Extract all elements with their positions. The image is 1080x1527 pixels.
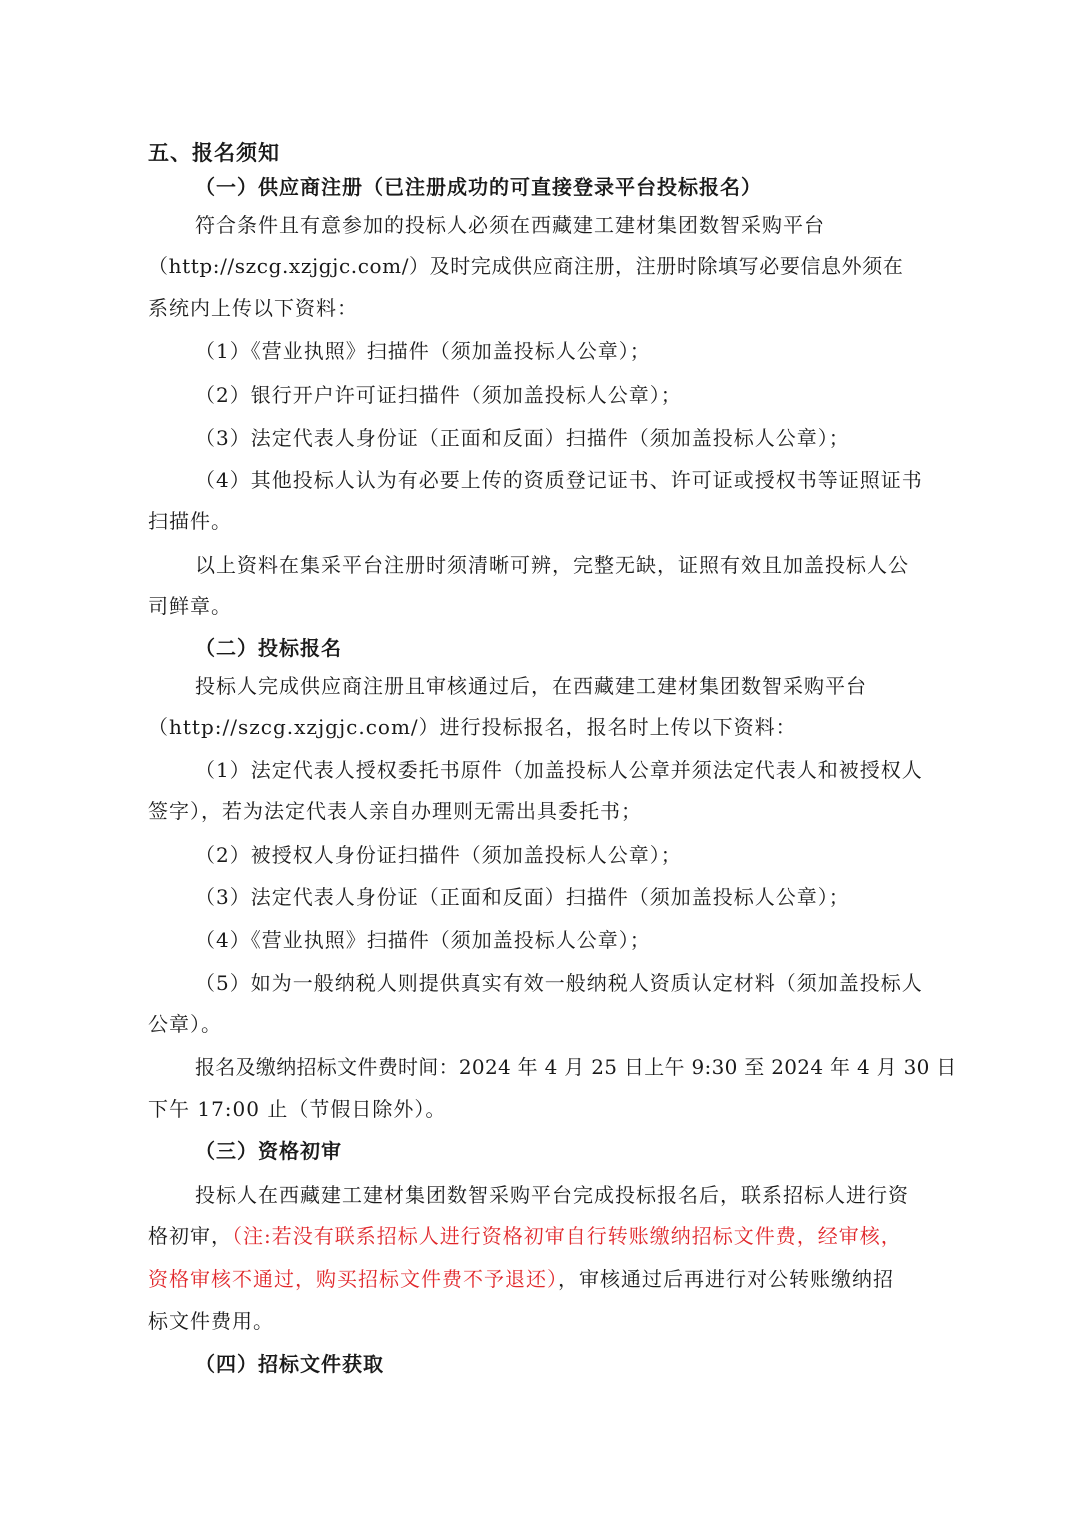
part2-item1-line1: （1）法定代表人授权委托书原件（加盖投标人公章并须法定代表人和被授权人 xyxy=(195,758,923,782)
part1-intro-line1: 符合条件且有意参加的投标人必须在西藏建工建材集团数智采购平台 xyxy=(195,213,825,237)
part3-body-line1: 投标人在西藏建工建材集团数智采购平台完成投标报名后，联系招标人进行资 xyxy=(195,1183,909,1207)
part2-item5-line2: 公章）。 xyxy=(148,1012,222,1036)
part3-heading: （三）资格初审 xyxy=(195,1139,342,1163)
part2-item4: （4）《营业执照》扫描件（须加盖投标人公章）； xyxy=(195,928,651,952)
part3-body-line3-text: ，审核通过后再进行对公转账缴纳招 xyxy=(558,1267,894,1291)
part3-warning-note: （注:若没有联系招标人进行资格初审自行转账缴纳招标文件费，经审核， xyxy=(232,1224,902,1248)
part1-note-line2: 司鲜章。 xyxy=(148,594,232,618)
part1-item2: （2）银行开户许可证扫描件（须加盖投标人公章）； xyxy=(195,383,682,407)
part2-heading: （二）投标报名 xyxy=(195,636,342,660)
part2-item5-line1: （5）如为一般纳税人则提供真实有效一般纳税人资质认定材料（须加盖投标人 xyxy=(195,971,923,995)
part1-intro-line2: （http://szcg.xzjgjc.com/）及时完成供应商注册，注册时除填写必要信息外须在 xyxy=(148,254,904,278)
part1-item1: （1）《营业执照》扫描件（须加盖投标人公章）； xyxy=(195,339,651,363)
part2-intro-line2: （http://szcg.xzjgjc.com/）进行投标报名，报名时上传以下资料： xyxy=(148,715,797,739)
part1-intro-line3: 系统内上传以下资料： xyxy=(148,296,358,320)
part1-item3: （3）法定代表人身份证（正面和反面）扫描件（须加盖投标人公章）； xyxy=(195,426,850,450)
part1-item4-line1: （4）其他投标人认为有必要上传的资质登记证书、许可证或授权书等证照证书 xyxy=(195,468,923,492)
part3-body-line4: 标文件费用。 xyxy=(148,1309,274,1333)
part2-intro-line1: 投标人完成供应商注册且审核通过后，在西藏建工建材集团数智采购平台 xyxy=(195,674,867,698)
part3-warning-note-cont: 资格审核不通过，购买招标文件费不予退还） xyxy=(148,1267,558,1291)
part2-item3: （3）法定代表人身份证（正面和反面）扫描件（须加盖投标人公章）； xyxy=(195,885,850,909)
part2-time-line1: 报名及缴纳招标文件费时间：2024 年 4 月 25 日上午 9:30 至 2024 年 4 月 30 日 xyxy=(195,1055,957,1079)
part3-body-line2 xyxy=(148,1222,902,1250)
part3-body-line3 xyxy=(148,1265,894,1293)
part2-item1-line2: 签字），若为法定代表人亲自办理则无需出具委托书； xyxy=(148,799,642,823)
part1-heading: （一）供应商注册（已注册成功的可直接登录平台投标报名） xyxy=(195,175,762,199)
part2-time-line2: 下午 17:00 止（节假日除外）。 xyxy=(148,1097,447,1121)
part3-body-line2-text: 格初审， xyxy=(148,1224,232,1248)
part1-item4-line2: 扫描件。 xyxy=(148,509,232,533)
part2-item2: （2）被授权人身份证扫描件（须加盖投标人公章）； xyxy=(195,843,682,867)
part4-heading: （四）招标文件获取 xyxy=(195,1352,384,1376)
section-title: 五、报名须知 xyxy=(148,140,280,165)
part1-note-line1: 以上资料在集采平台注册时须清晰可辨，完整无缺，证照有效且加盖投标人公 xyxy=(195,553,909,577)
